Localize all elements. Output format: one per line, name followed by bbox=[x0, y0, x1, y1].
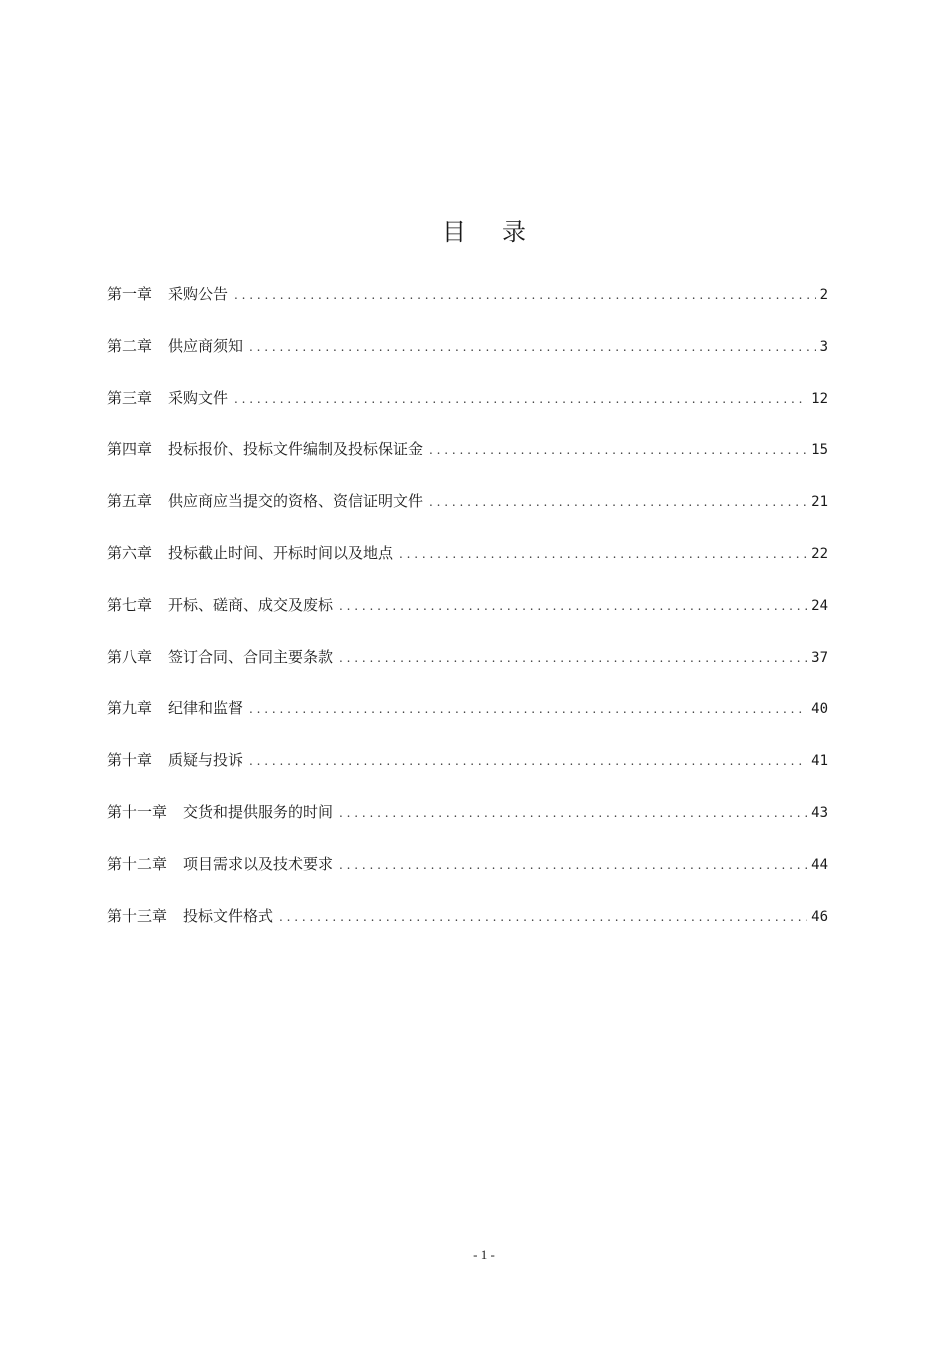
toc-title: 项目需求以及技术要求 bbox=[183, 854, 334, 873]
toc-entry[interactable] bbox=[107, 746, 828, 798]
toc-chapter: 第六章 bbox=[107, 543, 153, 562]
toc-entry[interactable] bbox=[107, 694, 828, 746]
toc-entry[interactable] bbox=[107, 487, 828, 539]
toc-page-number: 22 bbox=[811, 545, 828, 562]
toc-page-number: 15 bbox=[811, 442, 828, 459]
toc-chapter: 第十三章 bbox=[107, 906, 168, 925]
toc-entry[interactable] bbox=[107, 332, 828, 384]
toc-entry[interactable] bbox=[107, 280, 828, 332]
toc-title: 采购文件 bbox=[168, 388, 229, 407]
toc-page-number: 43 bbox=[811, 804, 828, 821]
toc-dot-leader bbox=[234, 281, 816, 309]
toc-dot-leader bbox=[339, 851, 807, 879]
toc-chapter: 第五章 bbox=[107, 492, 153, 511]
toc-page-number: 24 bbox=[811, 597, 828, 614]
toc-dot-leader bbox=[429, 436, 807, 464]
toc-entry[interactable] bbox=[107, 643, 828, 695]
toc-dot-leader bbox=[399, 540, 807, 568]
toc-entry[interactable] bbox=[107, 902, 828, 954]
toc-title: 质疑与投诉 bbox=[168, 751, 244, 770]
toc-dot-leader bbox=[249, 747, 807, 775]
toc-page-number: 21 bbox=[811, 494, 828, 511]
toc-chapter: 第九章 bbox=[107, 699, 153, 718]
toc-title: 交货和提供服务的时间 bbox=[183, 802, 334, 821]
title-char-1: 目 bbox=[442, 218, 466, 246]
toc-chapter: 第十章 bbox=[107, 751, 153, 770]
toc-page-number: 40 bbox=[811, 701, 828, 718]
toc-title: 开标、磋商、成交及废标 bbox=[168, 595, 334, 614]
title-char-2: 录 bbox=[502, 218, 526, 246]
page-number-footer: - 1 - bbox=[473, 1247, 495, 1262]
toc-entry[interactable] bbox=[107, 435, 828, 487]
toc-dot-leader bbox=[429, 488, 807, 516]
toc-entry[interactable] bbox=[107, 539, 828, 591]
toc-dot-leader bbox=[339, 644, 807, 672]
toc-chapter: 第三章 bbox=[107, 388, 153, 407]
toc-page-number: 44 bbox=[811, 856, 828, 873]
toc-chapter: 第四章 bbox=[107, 440, 153, 459]
toc-dot-leader bbox=[279, 903, 807, 931]
toc-dot-leader bbox=[249, 333, 816, 361]
toc-page-number: 46 bbox=[811, 908, 828, 925]
toc-entry[interactable] bbox=[107, 384, 828, 436]
toc-title: 纪律和监督 bbox=[168, 699, 244, 718]
toc-chapter: 第一章 bbox=[107, 285, 153, 303]
toc-title: 签订合同、合同主要条款 bbox=[168, 647, 334, 666]
toc-chapter: 第七章 bbox=[107, 595, 153, 614]
toc-title: 采购公告 bbox=[168, 285, 229, 303]
page-title bbox=[0, 214, 950, 250]
toc-page-number: 2 bbox=[819, 287, 828, 303]
table-of-contents bbox=[107, 280, 828, 953]
toc-chapter: 第十一章 bbox=[107, 802, 168, 821]
toc-title: 供应商须知 bbox=[168, 336, 244, 355]
toc-title: 投标截止时间、开标时间以及地点 bbox=[168, 543, 394, 562]
toc-dot-leader bbox=[234, 385, 807, 413]
toc-chapter: 第十二章 bbox=[107, 854, 168, 873]
toc-title: 供应商应当提交的资格、资信证明文件 bbox=[168, 492, 424, 511]
toc-entry[interactable] bbox=[107, 591, 828, 643]
toc-page-number: 41 bbox=[811, 753, 828, 770]
toc-chapter: 第二章 bbox=[107, 336, 153, 355]
toc-dot-leader bbox=[249, 695, 807, 723]
toc-title: 投标文件格式 bbox=[183, 906, 274, 925]
toc-title: 投标报价、投标文件编制及投标保证金 bbox=[168, 440, 424, 459]
toc-dot-leader bbox=[339, 799, 807, 827]
toc-dot-leader bbox=[339, 592, 807, 620]
toc-entry[interactable] bbox=[107, 850, 828, 902]
toc-chapter: 第八章 bbox=[107, 647, 153, 666]
toc-page-number: 12 bbox=[811, 390, 828, 407]
toc-page-number: 37 bbox=[811, 649, 828, 666]
toc-entry[interactable] bbox=[107, 798, 828, 850]
toc-page-number: 3 bbox=[819, 338, 828, 355]
